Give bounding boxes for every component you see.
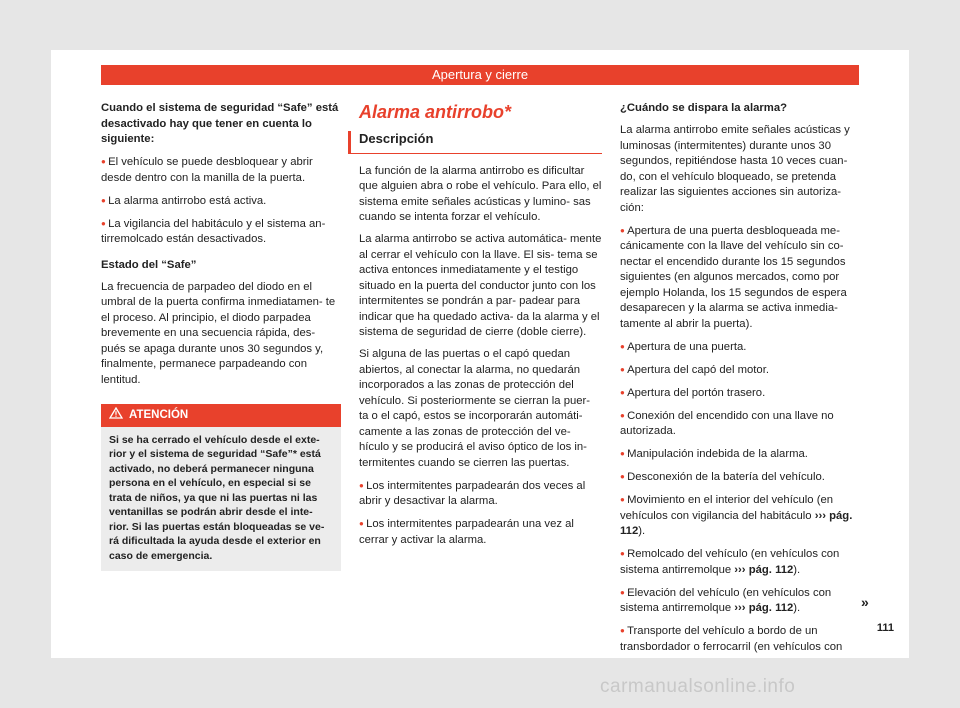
list-item: ● Conexión del encendido con una llave no autorizada. (620, 408, 860, 440)
list-item: ● Desconexión de la batería del vehículo. (620, 469, 860, 486)
list-item: ● Elevación del vehículo (en vehículos con sistema antirremolque ››› pág. 112). (620, 585, 860, 617)
list-item: ● Apertura del portón trasero. (620, 385, 860, 402)
column-left (101, 101, 341, 571)
watermark: carmanualsonline.info (600, 676, 796, 697)
list-item: ● Manipulación indebida de la alarma. (620, 446, 860, 463)
list-item: ● Apertura de una puerta. (620, 339, 860, 356)
paragraph: Si alguna de las puertas o el capó quedan abiertos, al conectar la alarma, no quedarán incorporados a las zonas de protección del vehículo. Si posteriormente se cierran la puer- ta o el capó, estos se incorporarán automáti- camente a las zonas de protección del ve- hículo y se producirá el aviso óptico de los in- termitentes cuando se cierren las puertas. (359, 348, 591, 469)
list-item: ● Los intermitentes parpadearán dos veces al abrir y desactivar la alarma. (359, 478, 602, 510)
list-item: ● Los intermitentes parpadearán una vez al cerrar y activar la alarma. (359, 516, 602, 548)
list-item: ● Apertura del capó del motor. (620, 362, 860, 379)
page-number: 111 (876, 622, 894, 634)
list-item: ● Remolcado del vehículo (en vehículos con sistema antirremolque ››› pág. 112). (620, 546, 860, 578)
page-reference-link[interactable]: ››› pág. 112 (734, 602, 794, 614)
paragraph: La función de la alarma antirrobo es dificultar que alguien abra o robe el vehículo. Para ello, el sistema emite señales acústicas y lumino- sas cuando se intenta forzar el vehículo. (359, 164, 602, 223)
list-item: ● Apertura de una puerta desbloqueada me- cánicamente con la llave del vehículo sin co- nectar el encendido durante los 15 segundos siguientes (en algunos mercados, como por ejemplo Holanda, los 15 segundos de espera desaparecen y la alarma se activa inmedia- tamente al abrir la puerta). (620, 223, 860, 333)
warning-title: ATENCIÓN (129, 409, 189, 421)
warning-box (101, 404, 341, 571)
section-title: Alarma antirrobo* (359, 102, 512, 122)
warning-text: Si se ha cerrado el vehículo desde el exte- rior y el sistema de seguridad “Safe”* está activado, no deberá permanecer ninguna persona en el vehículo, en especial si se trata de niños, ya que ni las puertas ni las ventanillas se podrán abrir desde el inte- rior. Si las puertas están bloqueadas se ve- rá dificultada la ayuda desde el exterior en caso de emergencia. (109, 433, 325, 562)
warning-header (101, 404, 341, 427)
safe-heading: Cuando el sistema de seguridad “Safe” está desactivado hay que tener en cuenta lo siguiente: (101, 102, 339, 145)
safe-status-paragraph: La frecuencia de parpadeo del diodo en el umbral de la puerta confirma inmediatamen- te el proceso. Al principio, el diodo parpadea brevemente en una secuencia rápida, des- pués se apaga durante unos 30 segundos y, finalmente, permanece parpadeando con lentitud. (101, 280, 336, 386)
list-item: ● La vigilancia del habitáculo y el sistema an- tirremolcado están desactivados. (101, 216, 341, 248)
subsection-title: Descripción (348, 131, 602, 154)
trigger-paragraph: La alarma antirrobo emite señales acústicas y luminosas (intermitentes) durante unos 30 segundos, repitiéndose hasta 10 veces cuan- do, con el vehículo bloqueado, se pretenda realizar las siguientes acciones sin autoriza- ción: (620, 124, 850, 214)
list-item: ● El vehículo se puede desbloquear y abrir desde dentro con la manilla de la puerta. (101, 154, 341, 186)
column-right (620, 101, 860, 662)
list-item: ● La alarma antirrobo está activa. (101, 193, 341, 210)
page-header: Apertura y cierre (101, 65, 859, 85)
column-middle (359, 101, 602, 555)
page-reference-link[interactable]: ››› pág. 112 (620, 509, 853, 537)
warning-triangle-icon (109, 407, 123, 424)
continue-marker: » (861, 594, 869, 610)
list-item: ● Movimiento en el interior del vehículo (en vehículos con vigilancia del habitáculo ››› pág. 112). (620, 492, 860, 540)
safe-status-heading: Estado del “Safe” (101, 258, 197, 271)
page-reference-link[interactable]: ››› pág. 112 (734, 563, 794, 576)
paragraph: La alarma antirrobo se activa automática- mente al cerrar el vehículo con la llave. El sis- tema se activa entonces inmediatamente y el testigo situado en la puerta del conductor junto con los intermitentes se pondrán a par- padear para indicar que ha quedado activa- da la alarma y el sistema de seguridad de cierre (doble cierre). (359, 233, 602, 338)
trigger-heading: ¿Cuándo se dispara la alarma? (620, 102, 787, 114)
list-item: ● Transporte del vehículo a bordo de un transbordador o ferrocarril (en vehículos con (620, 623, 860, 655)
